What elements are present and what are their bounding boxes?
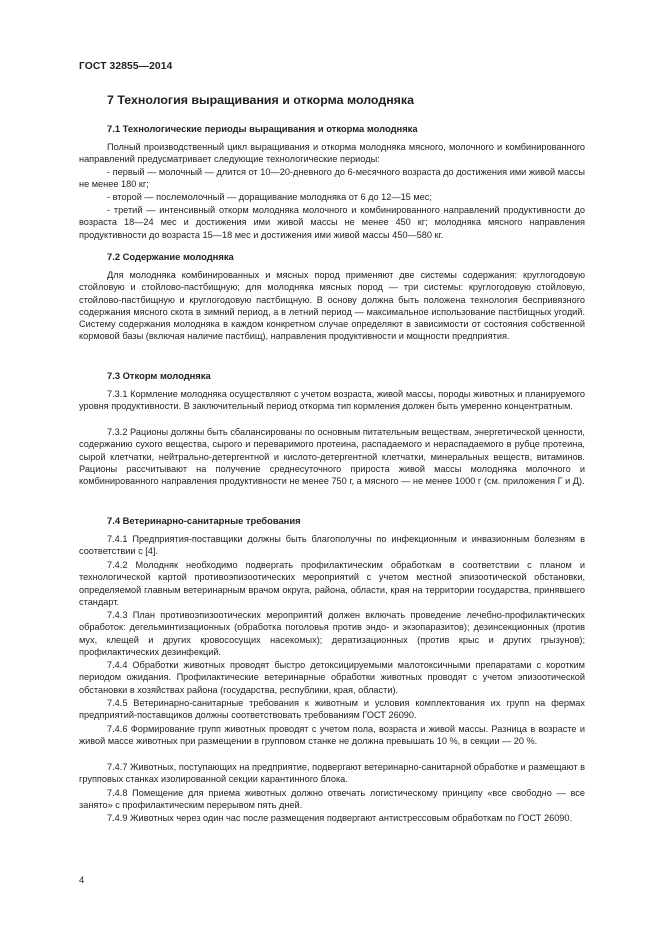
section-7-title: 7 Технология выращивания и откорма молодняка: [107, 93, 415, 107]
subsection-7-1-title: 7.1 Технологические периоды выращивания и откорма молодняка: [107, 123, 418, 134]
paragraph-7-4-4: 7.4.4 Обработки животных проводят быстро детоксицируемыми малотоксичными препаратами с коротким периодом ожидания. Профилактические ветеринарные обработки животных проводят с учетом эпизоотической обстановки в хозяйствах района (государства, республики, края, области).: [79, 660, 585, 695]
subsection-7-4-title: 7.4 Ветеринарно-санитарные требования: [107, 515, 301, 526]
page-number: 4: [79, 874, 85, 885]
paragraph-7-4-3: 7.4.3 План противоэпизоотических мероприятий должен включать проведение лечебно-профилактических обработок: дегельминтизационных (обработка поголовья против эндо- и экзопаразитов); дезинсекционных (против мух, клещей и других кровососущих насекомых); дератизационных (против крыс и других грызунов); профилактических дезинфекций.: [79, 610, 585, 657]
subsection-7-2-title: 7.2 Содержание молодняка: [107, 251, 234, 262]
paragraph-7-3-2: 7.3.2 Рационы должны быть сбалансированы по основным питательным веществам, энергетической ценности, содержанию сухого вещества, сырого и переваримого протеина, распадаемого и нераспадаемого в рубце протеина, сырой клетчатки, нейтрально-детергентной и кислото-детергентной клетчатки, минеральных веществ, витаминов. Рационы рассчитывают на получение среднесуточного прироста живой массы молодняка молочного и комбинированного направления продуктивности не менее 750 г, а мясного — не менее 1000 г (см. приложения Г и Д).: [79, 427, 585, 487]
paragraph-7-4-2: 7.4.2 Молодняк необходимо подвергать профилактическим обработкам в соответствии с планом и технологической картой противоэпизоотических мероприятий с учетом местной эпизоотической обстановки, определяемой главным ветеринарным врачом округа, района, области, края на территории государства, принявшего стандарт.: [79, 560, 585, 607]
paragraph-7-1-intro: Полный производственный цикл выращивания и откорма молодняка мясного, молочного и комбинированного направлений предусматривает следующие технологические периоды:: [79, 142, 585, 165]
paragraph-7-4-7: 7.4.7 Животных, поступающих на предприятие, подвергают ветеринарно-санитарной обработке и размещают в групповых станках изолированной секции карантинного блока.: [79, 762, 585, 785]
paragraph-7-4-9: 7.4.9 Животных через один час после размещения подвергают антистрессовым обработкам по ГОСТ 26090.: [107, 813, 573, 823]
paragraph-7-4-8: 7.4.8 Помещение для приема животных должно отвечать логистическому принципу «все свободно — все занято» с профилактическим перерывом пять дней.: [79, 788, 585, 811]
paragraph-7-4-1: 7.4.1 Предприятия-поставщики должны быть благополучны по инфекционным и инвазионным болезням в соответствии с [4].: [79, 534, 585, 557]
document-code-header: ГОСТ 32855—2014: [79, 61, 173, 72]
paragraph-7-4-5: 7.4.5 Ветеринарно-санитарные требования к животным и условия комплектования их групп на фермах предприятий-поставщиков должны соответствовать требованиям ГОСТ 26090.: [79, 698, 585, 721]
paragraph-7-4-6: 7.4.6 Формирование групп животных проводят с учетом пола, возраста и живой массы. Разница в возрасте и живой массе животных при размещении в групповом станке не должна превышать 10 %, в секции — 20 %.: [79, 724, 585, 747]
subsection-7-3-title: 7.3 Откорм молодняка: [107, 370, 211, 381]
paragraph-7-1-period-2: - второй — послемолочный — доращивание молодняка от 6 до 12—15 мес;: [107, 192, 432, 202]
paragraph-7-3-1: 7.3.1 Кормление молодняка осуществляют с учетом возраста, живой массы, породы животных и планируемого уровня продуктивности. В заключительный период откорма тип кормления должен быть умеренно концентратным.: [79, 389, 585, 412]
paragraph-7-1-period-1: - первый — молочный — длится от 10—20-дневного до 6-месячного возраста до достижения ими живой массы не менее 180 кг;: [79, 167, 585, 190]
paragraph-7-1-period-3: - третий — интенсивный откорм молодняка молочного и комбинированного направлений продуктивности до возраста 18—24 мес и достижения ими живой массы не менее 450 кг; молодняка мясного направления продуктивности до возраста 15—18 мес и достижения ими живой массы 450—580 кг.: [79, 205, 585, 240]
paragraph-7-2: Для молодняка комбинированных и мясных пород применяют две системы содержания: круглогодовую стойловую и стойлово-пастбищную; для молодняка мясных пород — три системы: круглогодовую стойловую, стойлово-пастбищную и круглогодовую пастбищную. В основу должна быть положена технология беспривязного содержания мясного скота в зимний период, а в летний период — максимальное использование пастбищных угодий. Систему содержания молодняка в каждом конкретном случае определяют в зависимости от состояния собственной кормовой базы (включая наличие пастбищ), направления продуктивности и мощности предприятия.: [79, 270, 585, 342]
